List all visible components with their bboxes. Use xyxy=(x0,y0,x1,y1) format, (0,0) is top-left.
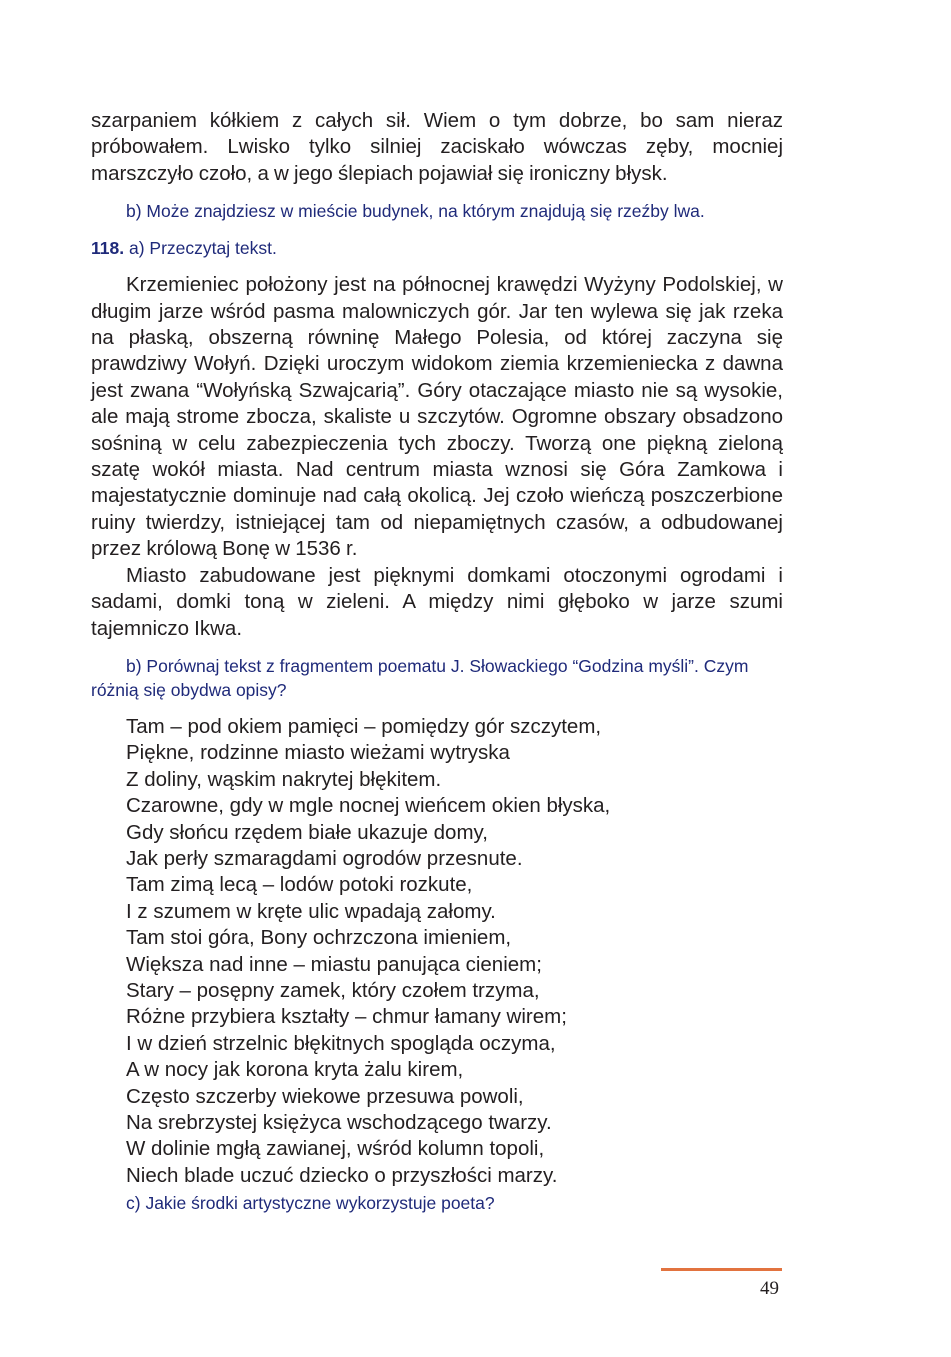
poem-line: Różne przybiera kształty – chmur łamany wirem; xyxy=(126,1005,567,1029)
page-number-rule xyxy=(661,1268,782,1271)
poem-line: A w nocy jak korona kryta żalu kirem, xyxy=(126,1058,464,1082)
top-paragraph: szarpaniem kółkiem z całych sił. Wiem o tym dobrze, bo sam nieraz próbowałem. Lwisko tylko silniej zaciskało wówczas zęby, mocniej marszczyło czoło, a w jego ślepiach pojawiał się ironiczny błysk. xyxy=(91,109,783,185)
poem-fragment xyxy=(91,714,783,1189)
poem-line: Z doliny, wąskim nakrytej błękitem. xyxy=(126,767,442,791)
text-paragraph-1: Krzemieniec położony jest na północnej krawędzi Wyżyny Podolskiej, w długim jarze wśród pasma malowniczych gór. Jar ten wylewa się jak rzeka na płaską, obszerną równinę Małego Polesia, od której zaczyna się prawdziwy Wołyń. Dzięki uroczym widokom ziemia krzemieniecka z dawna jest zwana “Wołyńską Szwajcarią”. Góry otaczające miasto nie są wysokie, ale mają strome zbocza, skaliste u szczytów. Ogromne obszary obsadzono sośniną w celu zabezpieczenia tych zboczy. Tworzą one piękną zieloną szatę wokół miasta. Nad centrum miasta wznosi się Góra Zamkowa i majestatycznie dominuje nad całą okolicą. Jej czoło wieńczą poszczerbione ruiny twierdzy, istniejącej tam od niepamiętnych czasów, a odbudowanej przez królową Bonę w 1536 r. xyxy=(91,273,783,561)
poem-line: Niech blade uczuć dziecko o przyszłości marzy. xyxy=(126,1163,558,1187)
poem-line: W dolinie mgłą zawianej, wśród kolumn topoli, xyxy=(126,1137,545,1161)
instruction-b: b) Porównaj tekst z fragmentem poematu J. Słowackiego “Godzina myśli”. Czym różnią się obydwa opisy? xyxy=(91,655,749,700)
poem-line: Często szczerby wiekowe przesuwa powoli, xyxy=(126,1084,524,1108)
poem-line: Gdy słońcu rzędem białe ukazuje domy, xyxy=(126,820,488,844)
poem-line: Na srebrzystej księżyca wschodzącego twarzy. xyxy=(126,1111,552,1134)
poem-line: Piękne, rodzinne miasto wieżami wytryska xyxy=(126,741,510,765)
page-number: 49 xyxy=(760,1278,779,1299)
page-content xyxy=(91,108,783,1215)
poem-line: I w dzień strzelnic błękitnych spogląda oczyma, xyxy=(126,1031,556,1055)
poem-line: Jak perły szmaragdami ogrodów przesnute. xyxy=(126,846,523,870)
exercise-118-header xyxy=(91,236,783,260)
poem-line: I z szumem w kręte ulic wpadają załomy. xyxy=(126,899,496,923)
exercise-number: 118. xyxy=(91,238,125,259)
text-paragraph-2: Miasto zabudowane jest pięknymi domkami otoczonymi ogrodami i sadami, domki toną w zieleni. A między nimi głęboko w jarze szumi tajemniczo Ikwa. xyxy=(91,563,783,640)
poem-line: Większa nad inne – miastu panująca cieniem; xyxy=(126,952,542,976)
instruction-c: c) Jakie środki artystyczne wykorzystuje poeta? xyxy=(126,1193,495,1214)
poem-line: Tam zimą lecą – lodów potoki rozkute, xyxy=(126,873,473,897)
task-b-previous: b) Może znajdziesz w mieście budynek, na którym znajdują się rzeźby lwa. xyxy=(126,201,705,222)
poem-line: Czarowne, gdy w mgle nocnej wieńcem okien błyska, xyxy=(126,794,611,818)
poem-line: Tam – pod okiem pamięci – pomiędzy gór szczytem, xyxy=(126,714,602,738)
poem-line: Stary – posępny zamek, który czołem trzyma, xyxy=(126,978,540,1002)
instruction-a: a) Przeczytaj tekst. xyxy=(128,238,277,259)
poem-line: Tam stoi góra, Bony ochrzczona imieniem, xyxy=(126,926,512,950)
